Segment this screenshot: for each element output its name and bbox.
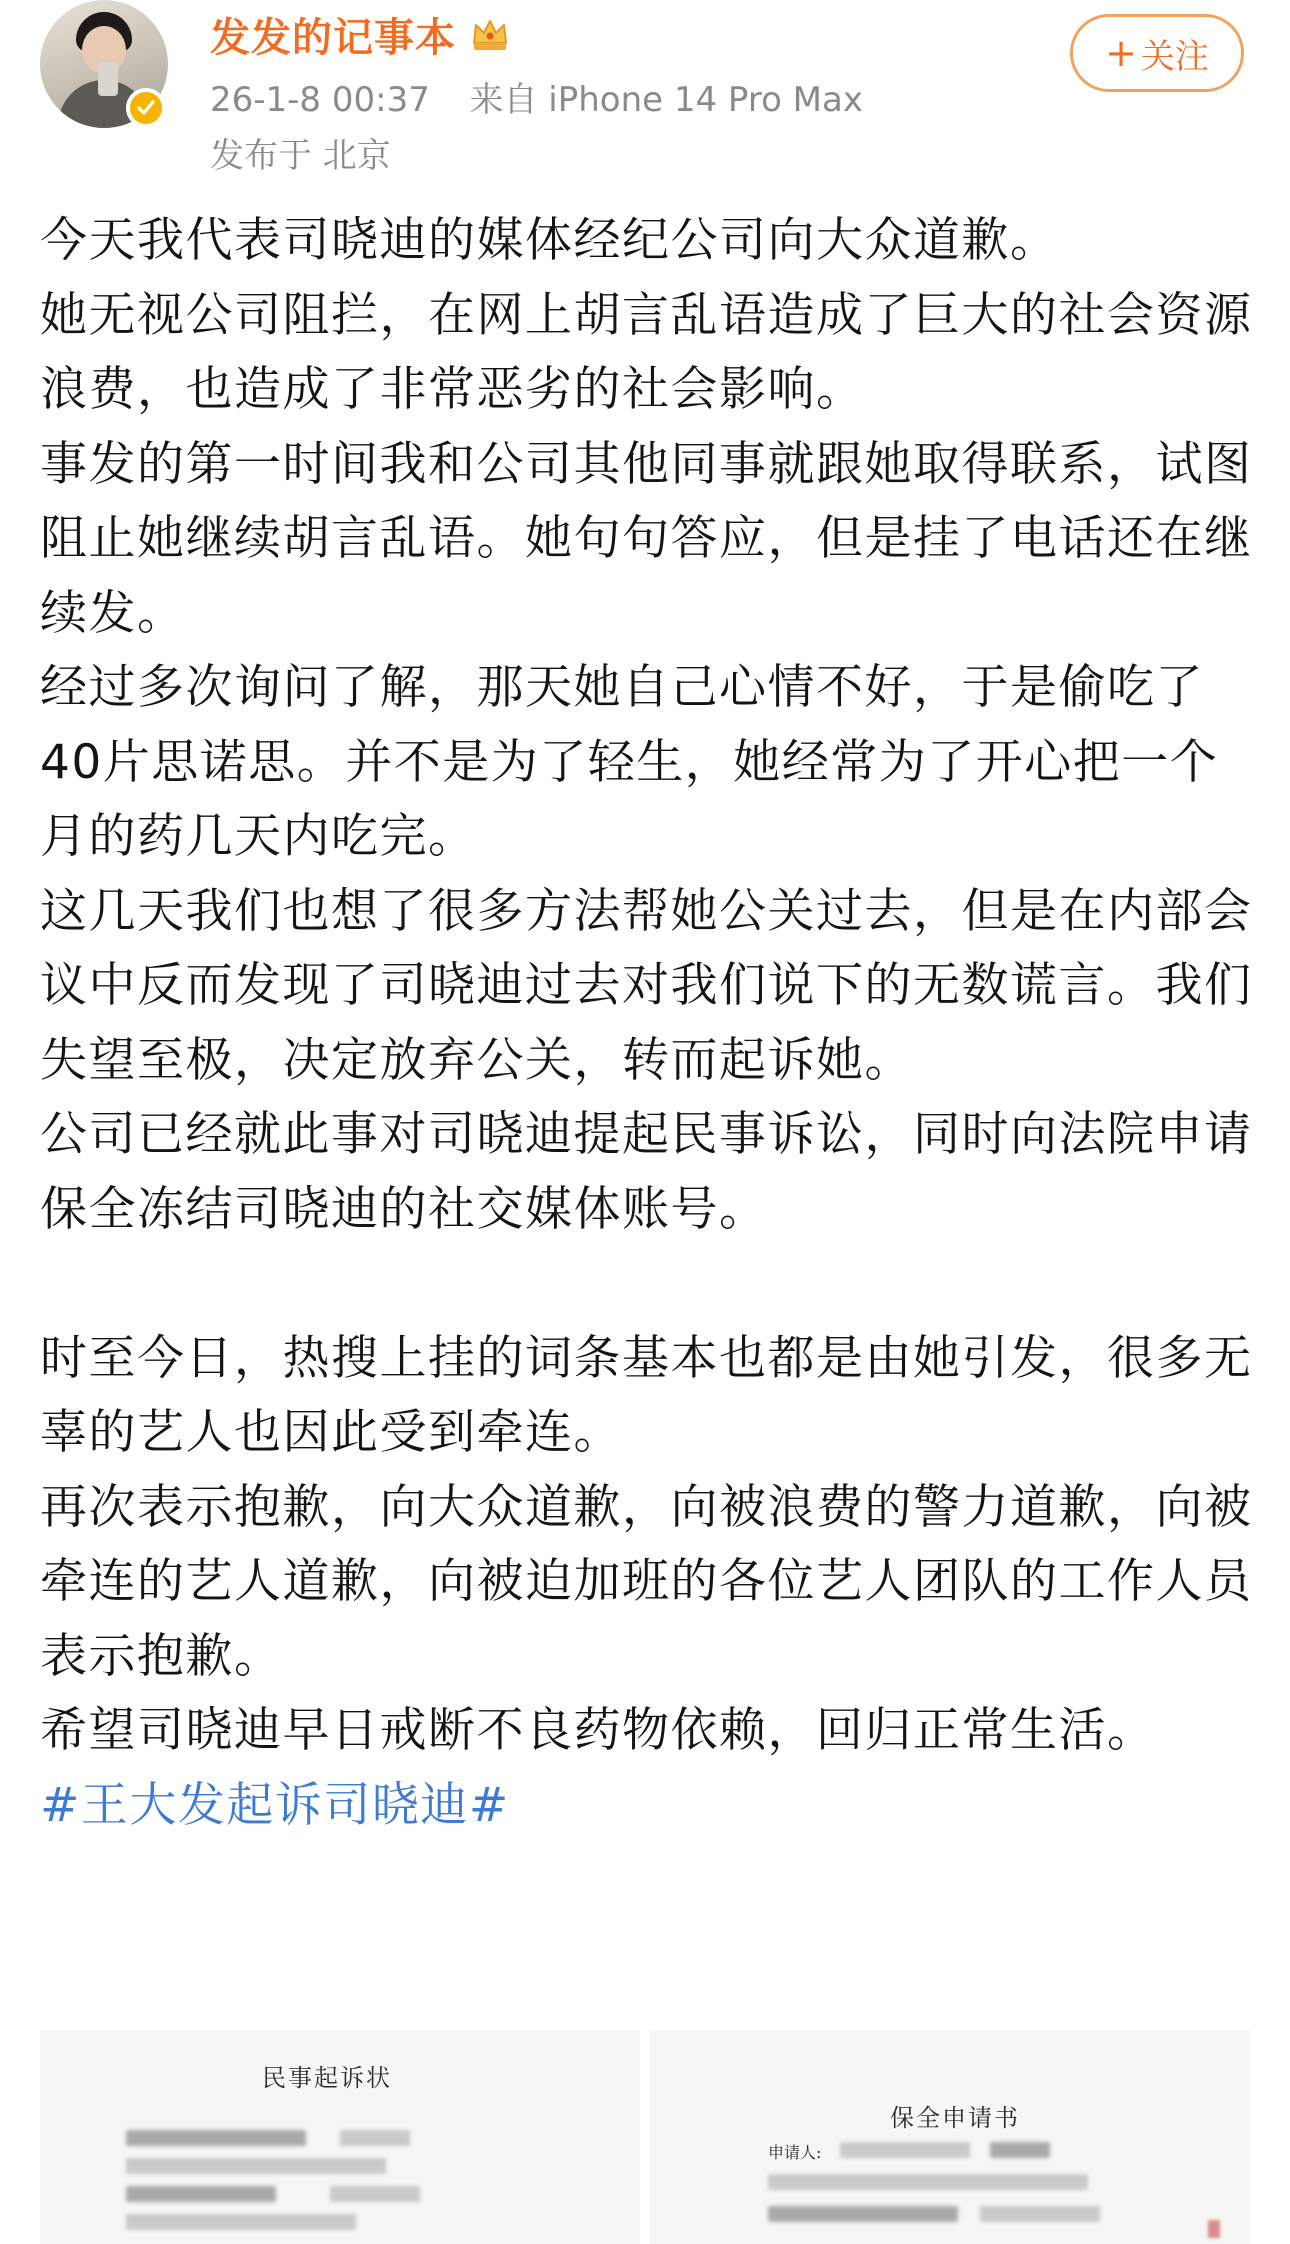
post-paragraph-8: 再次表示抱歉，向大众道歉，向被浪费的警力道歉，向被牵连的艺人道歉，向被迫加班的各位艺人团队的工作人员表示抱歉。 [40,1479,1253,1684]
doc-title: 民事起诉状 [262,2064,392,2092]
username-row[interactable] [210,6,512,63]
crown-icon [468,13,512,57]
blurred-text [330,2186,420,2202]
red-seal-fragment [1208,2220,1220,2238]
attachment-image-complaint[interactable] [40,2030,640,2244]
post-header [0,0,1290,190]
blurred-text [126,2158,386,2174]
follow-label: 关注 [1140,36,1209,77]
blurred-text [990,2142,1050,2158]
post-timestamp: 26-1-8 00:37 [210,80,430,120]
paragraph-spacer [40,1247,1255,1322]
doc-title: 保全申请书 [890,2104,1020,2132]
blurred-text [840,2142,970,2158]
post-paragraph-7: 时至今日，热搜上挂的词条基本也都是由她引发，很多无辜的艺人也因此受到牵连。 [40,1330,1253,1460]
hashtag-link[interactable]: #王大发起诉司晓迪# [40,1777,510,1833]
post-paragraph-4: 经过多次询问了解，那天她自己心情不好，于是偷吃了40片思诺思。并不是为了轻生，她经常为了开心把一个月的药几天内吃完。 [40,660,1219,864]
post-paragraph-5: 这几天我们也想了很多方法帮她公关过去，但是在内部会议中反而发现了司晓迪过去对我们说下的无数谎言。我们失望至极，决定放弃公关，转而起诉她。 [40,883,1253,1088]
plus-icon: + [1105,31,1137,75]
verified-icon [126,88,166,128]
blurred-text [980,2206,1100,2222]
image-attachments [40,2030,1250,2244]
follow-button[interactable] [1070,14,1244,92]
post-source: 来自 iPhone 14 Pro Max [469,80,863,120]
post-paragraph-2: 她无视公司阻拦，在网上胡言乱语造成了巨大的社会资源浪费，也造成了非常恶劣的社会影响。 [40,287,1253,417]
username[interactable]: 发发的记事本 [210,15,456,61]
blurred-text [126,2214,356,2230]
verified-check-icon [135,97,157,119]
post-paragraph-6: 公司已经就此事对司晓迪提起民事诉讼，同时向法院申请保全冻结司晓迪的社交媒体账号。 [40,1107,1253,1237]
blurred-text [126,2186,276,2202]
post-paragraph-3: 事发的第一时间我和公司其他同事就跟她取得联系，试图阻止她继续胡言乱语。她句句答应，但是挂了电话还在继续发。 [40,436,1253,641]
blurred-text [768,2174,1088,2190]
avatar-phone [98,62,118,96]
post-body [40,204,1255,1843]
post-location: 发布于 北京 [210,136,391,176]
blurred-text [340,2130,410,2146]
blurred-text [768,2206,958,2222]
post-paragraph-9: 希望司晓迪早日戒断不良药物依赖，回归正常生活。 [40,1703,1156,1758]
attachment-image-preservation[interactable] [650,2030,1250,2244]
doc-label: 申请人: [768,2143,822,2162]
post-meta [210,72,863,121]
blurred-text [126,2130,306,2146]
post-paragraph-1: 今天我代表司晓迪的媒体经纪公司向大众道歉。 [40,213,1059,268]
